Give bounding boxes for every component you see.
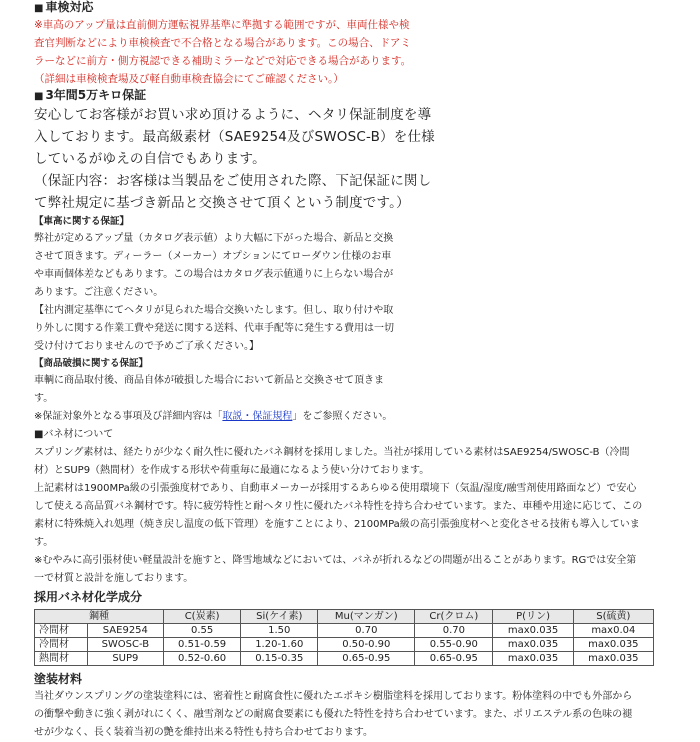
inspection-note: （詳細は車検検査場及び軽自動車検査協会にてご確認ください。）	[34, 73, 344, 85]
inspection-note: ※車高のアップ量は直前側方運転視界基準に準拠する範囲ですが、車両仕様や検	[34, 19, 410, 31]
square-bullet-icon: ■	[34, 91, 44, 102]
spring-line: す。	[34, 537, 54, 548]
table-row	[35, 638, 654, 652]
composition-header-row	[35, 610, 654, 624]
warranty-line: しているがゆえの自信でもあります。	[34, 151, 266, 167]
damage-line: 車輌に商品取付後、商品自体が破損した場合において新品と交換させて頂きま	[34, 375, 384, 386]
spring-body	[34, 444, 700, 588]
height-warranty-line: させて頂きます。ディーラー（メーカー）オプションにてローダウン仕様のお車	[34, 251, 392, 262]
height-warranty-line: 【社内測定基準にてヘタリが見られた場合交換いたします。但し、取り付けや取	[34, 305, 394, 316]
inspection-heading: ■ 車検対応	[34, 0, 94, 14]
table-cell: SWOSC-B	[87, 638, 163, 652]
spring-line: 材）とSUP9（熱間材）を作成する形状や荷重毎に最適になるよう使い分けております。	[34, 465, 430, 476]
spring-heading: ■バネ材について	[34, 429, 114, 440]
table-cell: 0.51-0.59	[164, 638, 241, 652]
warranty-line: 入しております。最高級素材（SAE9254及びSWOSC-B）を仕様	[34, 129, 435, 145]
paint-body	[34, 688, 700, 742]
height-warranty-line: あります。ご注意ください。	[34, 287, 164, 298]
damage-heading: 【商品破損に関する保証】	[34, 358, 149, 369]
height-warranty-heading: 【車高に関する保証】	[34, 216, 130, 227]
paint-line: の衝撃や動きに強く剥がれにくく、融雪剤などの耐腐食要素にも優れた特性を持ち合わせています。また、ポリエステル系の色味の褪	[34, 709, 633, 720]
table-cell: 0.65-0.95	[318, 652, 415, 666]
table-cell: 冷間材	[35, 624, 88, 638]
square-bullet-icon: ■	[34, 3, 44, 14]
table-cell: SAE9254	[87, 624, 163, 638]
table-cell: 0.55	[164, 624, 241, 638]
warranty-terms-link[interactable]: 取説・保証規程	[222, 411, 293, 422]
paint-line: せが少なく、長く装着当初の艶を維持出来る特性も持ち合わせております。	[34, 727, 373, 738]
col-silicon: Si(ケイ素)	[241, 610, 318, 624]
col-carbon: C(炭素)	[164, 610, 241, 624]
warranty-line: て弊社規定に基づき新品と交換させて頂くという制度です。）	[34, 195, 410, 211]
height-warranty-body	[34, 230, 700, 356]
warranty-heading: ■ 3年間5万キロ保証	[34, 88, 147, 102]
col-sulfur: S(硫黄)	[573, 610, 653, 624]
damage-body	[34, 372, 700, 426]
spring-line: 上記素材は1900MPa級の引張強度材であり、自動車メーカーが採用するあらゆる使用環境下（気温/湿度/融雪剤使用路面など）で安心	[34, 483, 637, 494]
height-warranty-line: 受け付けておりませんので予めご了承ください。】	[34, 341, 259, 352]
inspection-note: 査官判断などにより車検検査で不合格となる場合があります。この場合、ドアミ	[34, 37, 411, 49]
warranty-body	[34, 104, 700, 214]
height-warranty-line: や車両個体差などもあります。この場合はカタログ表示値通りに上らない場合が	[34, 269, 394, 280]
table-cell: 0.52-0.60	[164, 652, 241, 666]
height-warranty-line: 弊社が定めるアップ量（カタログ表示値）より大幅に下がった場合、新品と交換	[34, 233, 394, 244]
table-row	[35, 652, 654, 666]
col-manganese: Mu(マンガン)	[318, 610, 415, 624]
height-warranty-line: り外しに関する作業工費や発送に関する送料、代車手配等に発生する費用は一切	[34, 323, 394, 334]
composition-heading: 採用バネ材化学成分	[34, 590, 143, 604]
table-cell: max0.035	[493, 624, 573, 638]
spring-line: して使える高品質バネ鋼材です。特に疲労特性と耐ヘタリ性に優れたバネ特性を持ち合わせています。また、車種や用途に応じて、この	[34, 501, 643, 512]
table-cell: 1.50	[241, 624, 318, 638]
table-cell: 1.20-1.60	[241, 638, 318, 652]
table-cell: 0.65-0.95	[415, 652, 493, 666]
warranty-line: （保証内容：お客様は当製品をご使用された際、下記保証に関し	[34, 173, 432, 189]
table-cell: SUP9	[87, 652, 163, 666]
composition-table	[34, 609, 654, 666]
table-cell: max0.04	[573, 624, 653, 638]
table-cell: 冷間材	[35, 638, 88, 652]
spring-line: ※むやみに高引張材使い軽量設計を施すと、降雪地域などにおいては、バネが折れるなどの問題が出ることがあります。RGでは安全第	[34, 555, 637, 566]
damage-line: す。	[34, 393, 54, 404]
table-cell: max0.035	[493, 652, 573, 666]
table-cell: 0.55-0.90	[415, 638, 493, 652]
table-cell: 0.70	[415, 624, 493, 638]
warranty-terms-note: ※保証対象外となる事項及び詳細内容は「取説・保証規程」をご参照ください。	[34, 411, 393, 422]
table-cell: 0.15-0.35	[241, 652, 318, 666]
table-cell: 0.50-0.90	[318, 638, 415, 652]
col-steel-grade: 鋼種	[35, 610, 164, 624]
inspection-notes	[34, 16, 700, 88]
table-cell: max0.035	[573, 652, 653, 666]
warranty-line: 安心してお客様がお買い求め頂けるように、ヘタリ保証制度を導	[34, 107, 432, 123]
col-chromium: Cr(クロム)	[415, 610, 493, 624]
table-cell: 0.70	[318, 624, 415, 638]
table-cell: 熱間材	[35, 652, 88, 666]
spring-line: 素材に特殊焼入れ処理（焼き戻し温度の低下管理）を施すことにより、2100MPa級の高引張強度材へと変化させる技術も導入していま	[34, 519, 640, 530]
spring-line: スプリング素材は、経たりが少なく耐久性に優れたバネ鋼材を採用しました。当社が採用している素材はSAE9254/SWOSC-B（冷間	[34, 447, 630, 458]
inspection-note: ラーなどに前方・側方視認できる補助ミラーなどで対応できる場合があります。	[34, 55, 412, 67]
paint-line: 当社ダウンスプリングの塗装塗料には、密着性と耐腐食性に優れたエポキシ樹脂塗料を採用しております。粉体塗料の中でも外部から	[34, 691, 633, 702]
table-row	[35, 624, 654, 638]
table-cell: max0.035	[493, 638, 573, 652]
col-phosphorus: P(リン)	[493, 610, 573, 624]
paint-heading: 塗装材料	[34, 672, 83, 686]
table-cell: max0.035	[573, 638, 653, 652]
spring-line: 一で材質と設計を施しております。	[34, 573, 194, 584]
